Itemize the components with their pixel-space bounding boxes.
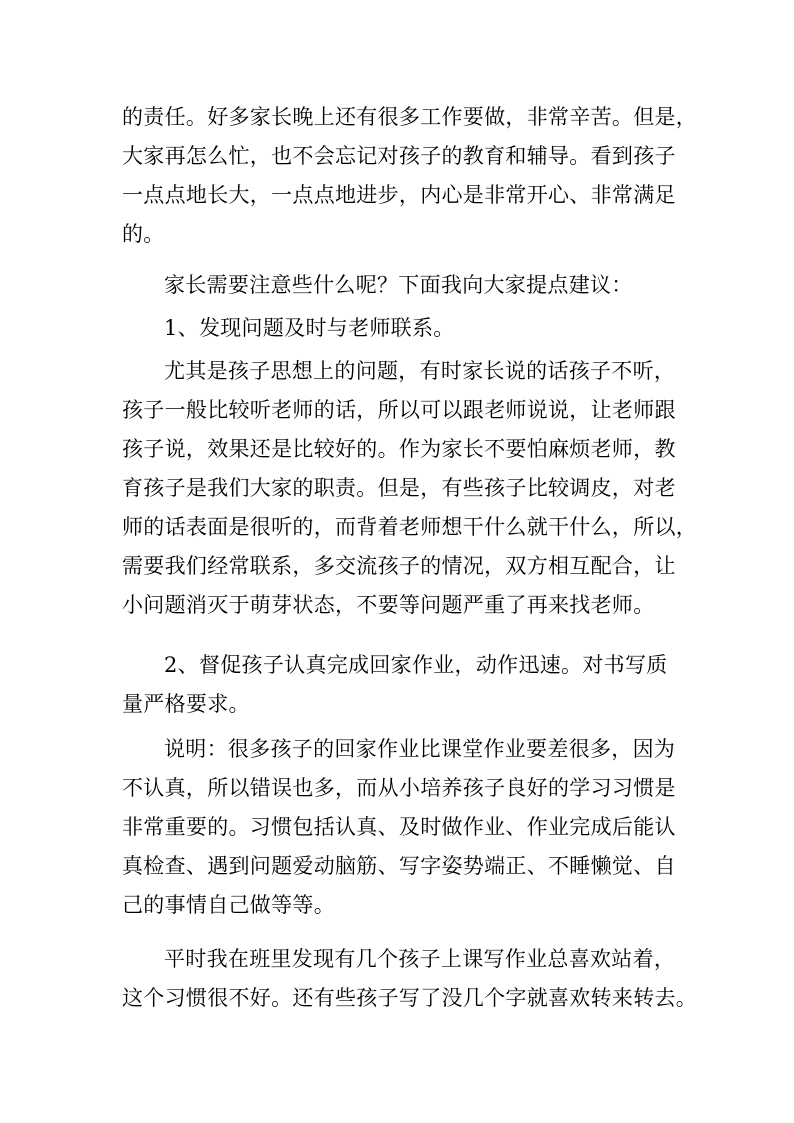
text-line: 说明：很多孩子的回家作业比课堂作业要差很多，因为 bbox=[164, 737, 676, 761]
text-line: 不认真，所以错误也多，而从小培养孩子良好的学习习惯是 bbox=[122, 776, 676, 800]
text-line: 需要我们经常联系，多交流孩子的情况，双方相互配合，让 bbox=[122, 554, 676, 578]
text-line: 这个习惯很不好。还有些孩子写了没几个字就喜欢转来转去。 bbox=[122, 986, 698, 1010]
text-line: 2、督促孩子认真完成回家作业，动作迅速。对书写质 bbox=[164, 653, 668, 677]
text-line: 的。 bbox=[122, 222, 165, 246]
paragraph-continuation bbox=[122, 98, 698, 254]
text-line: 非常重要的。习惯包括认真、及时做作业、作业完成后能认 bbox=[122, 815, 676, 839]
list-item-heading-1 bbox=[122, 309, 682, 348]
paragraph-intro-suggestions bbox=[122, 266, 682, 305]
paragraph-item-2-body bbox=[122, 730, 682, 925]
paragraph-classroom-observation bbox=[122, 940, 698, 1018]
text-line: 大家再怎么忙，也不会忘记对孩子的教育和辅导。看到孩子 bbox=[122, 144, 676, 168]
text-line: 真检查、遇到问题爱动脑筋、写字姿势端正、不睡懒觉、自 bbox=[122, 854, 676, 878]
text-line: 尤其是孩子思想上的问题，有时家长说的话孩子不听， bbox=[164, 359, 676, 383]
paragraph-item-1-body bbox=[122, 352, 698, 625]
text-line: 孩子说，效果还是比较好的。作为家长不要怕麻烦老师，教 bbox=[122, 437, 676, 461]
text-line: 平时我在班里发现有几个孩子上课写作业总喜欢站着， bbox=[164, 947, 676, 971]
list-item-heading-2 bbox=[122, 646, 682, 724]
text-line: 量严格要求。 bbox=[122, 692, 250, 716]
text-line: 1、发现问题及时与老师联系。 bbox=[164, 316, 455, 340]
text-line: 师的话表面是很听的，而背着老师想干什么就干什么，所以， bbox=[122, 515, 698, 539]
text-line: 的责任。好多家长晚上还有很多工作要做，非常辛苦。但是， bbox=[122, 105, 698, 129]
text-line: 家长需要注意些什么呢？下面我向大家提点建议： bbox=[164, 273, 633, 297]
text-line: 育孩子是我们大家的职责。但是，有些孩子比较调皮，对老 bbox=[122, 476, 676, 500]
text-line: 一点点地长大，一点点地进步，内心是非常开心、非常满足 bbox=[122, 183, 676, 207]
text-line: 孩子一般比较听老师的话，所以可以跟老师说说，让老师跟 bbox=[122, 398, 676, 422]
text-line: 小问题消灭于萌芽状态，不要等问题严重了再来找老师。 bbox=[122, 593, 655, 617]
text-line: 己的事情自己做等等。 bbox=[122, 893, 335, 917]
